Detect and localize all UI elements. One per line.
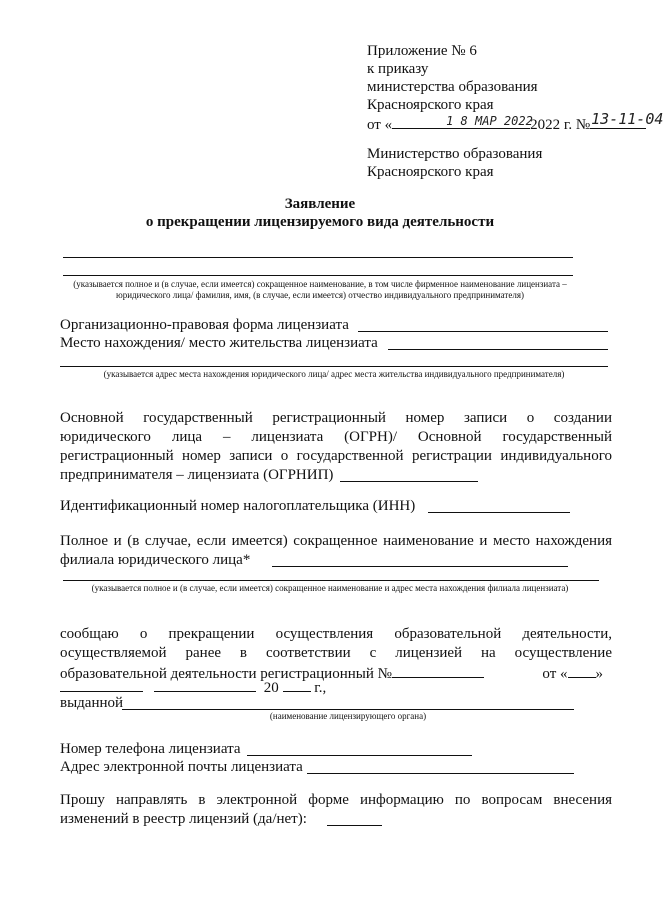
license-number-field[interactable] xyxy=(392,663,484,678)
phone-field[interactable] xyxy=(247,755,472,756)
title-line-1: Заявление xyxy=(284,196,356,212)
ogrn-line-2: юридического лица – лицензиата (ОГРН)/ Основной государственный xyxy=(60,429,612,445)
location-field[interactable] xyxy=(388,349,608,350)
branch-field-line-2[interactable] xyxy=(63,580,599,581)
annex-date-prefix: от « xyxy=(367,117,393,133)
branch-line-1: Полное и (в случае, если имеется) сокращенное наименование и место нахождения xyxy=(60,533,612,549)
annex-date-field[interactable] xyxy=(392,114,533,129)
licensee-name-line-2[interactable] xyxy=(63,275,573,276)
license-month-field-2[interactable] xyxy=(154,677,256,692)
title-line-2: о прекращении лицензируемого вида деятельности xyxy=(145,214,495,230)
license-day-field[interactable] xyxy=(568,663,596,678)
issued-authority-field[interactable] xyxy=(122,709,574,710)
license-date-open: от « » xyxy=(542,663,603,684)
notify-line-1: сообщаю о прекращении осуществления образовательной деятельности, xyxy=(60,626,612,642)
annex-date-line xyxy=(367,110,663,135)
annex-number-field[interactable] xyxy=(590,110,663,129)
license-year-field[interactable] xyxy=(283,677,311,692)
annex-year-text: 2022 г. № xyxy=(530,117,591,133)
annex-line-2: к приказу xyxy=(367,61,429,77)
annex-number-handwritten: 13-11-04 xyxy=(591,110,663,128)
ogrn-line-3: регистрационный номер записи о государственной регистрации индивидуального xyxy=(60,448,612,464)
licensee-name-line-1[interactable] xyxy=(63,257,573,258)
ogrn-field[interactable] xyxy=(340,481,478,482)
license-month-field-1[interactable] xyxy=(60,677,143,692)
addressee-line-1: Министерство образования xyxy=(367,146,543,162)
hint-authority: (наименование лицензирующего органа) xyxy=(269,711,427,721)
location-field-line-2[interactable] xyxy=(60,366,608,367)
ogrn-line-4: предпринимателя – лицензиата (ОГРНИП) xyxy=(60,467,334,483)
inn-label: Идентификационный номер налогоплательщика (ИНН) xyxy=(60,498,416,514)
branch-line-2: филиала юридического лица* xyxy=(60,552,251,568)
branch-field[interactable] xyxy=(272,566,568,567)
hint-licensee-name: (указывается полное и (в случае, если имеется) сокращенное наименование, в том числе фирменное наименование лицензиата – юридического лица/ фамилия, имя, (в случае, если имеется) отчество индивидуального предпринимателя) xyxy=(73,279,567,300)
notify-line-2: осуществляемой ранее в соответствии с лицензией на осуществление xyxy=(60,645,612,661)
electronic-form-answer-field[interactable] xyxy=(327,825,382,826)
annex-line-4: Красноярского края xyxy=(367,97,494,113)
email-field[interactable] xyxy=(307,773,574,774)
ogrn-line-1: Основной государственный регистрационный номер записи о создании xyxy=(60,410,612,426)
location-label: Место нахождения/ место жительства лицензиата xyxy=(60,335,378,351)
year-g: г., xyxy=(314,680,327,696)
org-form-field[interactable] xyxy=(358,331,608,332)
request-line-2: изменений в реестр лицензий (да/нет): xyxy=(60,811,307,827)
request-line-1: Прошу направлять в электронной форме информацию по вопросам внесения xyxy=(60,792,612,808)
issued-label: выданной xyxy=(60,695,124,711)
annex-line-1: Приложение № 6 xyxy=(367,43,477,59)
email-label: Адрес электронной почты лицензиата xyxy=(60,759,303,775)
hint-address: (указывается адрес места нахождения юридического лица/ адрес места жительства индивидуального предпринимателя) xyxy=(103,369,565,379)
hint-branch: (указывается полное и (в случае, если имеется) сокращенное наименование и адрес места нахождения филиала лицензиата) xyxy=(91,583,569,593)
org-form-label: Организационно-правовая форма лицензиата xyxy=(60,317,349,333)
annex-line-3: министерства образования xyxy=(367,79,538,95)
addressee-line-2: Красноярского края xyxy=(367,164,494,180)
phone-label: Номер телефона лицензиата xyxy=(60,741,241,757)
inn-field[interactable] xyxy=(428,512,570,513)
year-20: 20 xyxy=(263,680,279,696)
notify-line-3-text: образовательной деятельности регистрационный № xyxy=(60,666,392,682)
annex-date-handwritten: 1 8 МАР 2022 xyxy=(446,114,533,128)
